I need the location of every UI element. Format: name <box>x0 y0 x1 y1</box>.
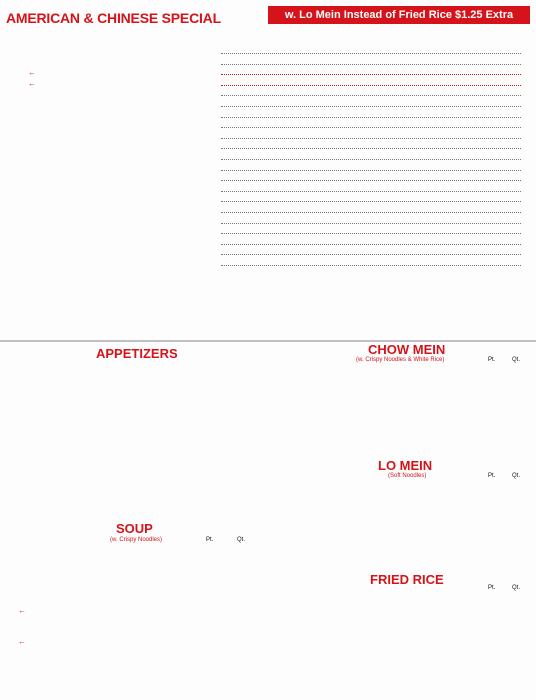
soup-row <box>6 647 276 657</box>
dotted-leader <box>221 164 521 171</box>
arrow-icon: ← <box>18 636 26 646</box>
special-item-row <box>6 68 530 78</box>
side-item-row <box>283 294 533 304</box>
appetizers-row <box>6 492 276 502</box>
dotted-leader <box>221 259 521 266</box>
soup-row <box>6 565 276 575</box>
dotted-leader <box>221 142 521 149</box>
soup-row <box>6 657 276 667</box>
fried-rice-row <box>290 676 534 686</box>
dotted-leader <box>221 206 521 213</box>
special-item-row <box>6 206 530 216</box>
arrow-icon: ← <box>18 605 26 615</box>
appetizers-row <box>6 375 276 385</box>
dotted-leader <box>221 195 521 202</box>
lo-mein-title: LO MEIN <box>378 458 433 473</box>
lo-mein-row <box>290 546 534 556</box>
special-item-row <box>6 79 530 89</box>
lo-mein-qt-header: Qt. <box>512 473 521 479</box>
fried-rice-row <box>290 655 534 665</box>
lo-mein-row <box>290 556 534 566</box>
lo-mein-row <box>290 524 534 534</box>
special-item-row <box>6 174 530 184</box>
arrow-icon: ← <box>28 78 36 88</box>
special-item-row <box>6 248 530 258</box>
special-item-row <box>6 142 530 152</box>
lo-mein-row <box>290 482 534 492</box>
appetizers-row <box>6 428 276 438</box>
special-item-row <box>6 100 530 110</box>
dotted-leader <box>221 185 521 192</box>
appetizers-row <box>6 407 276 417</box>
dotted-leader <box>221 89 521 96</box>
lo-mein-pt-header: Pt. <box>488 473 496 479</box>
special-item-row <box>6 195 530 205</box>
soup-row <box>6 637 276 647</box>
dotted-leader <box>221 217 521 224</box>
appetizers-row <box>6 460 276 470</box>
soup-row <box>6 544 276 554</box>
soup-row <box>6 668 276 678</box>
appetizers-row <box>6 386 276 396</box>
soup-row <box>6 585 276 595</box>
fried-rice-row <box>290 665 534 675</box>
dotted-leader <box>221 121 521 128</box>
chow-mein-title: CHOW MEIN <box>368 342 446 357</box>
special-title: AMERICAN & CHINESE SPECIAL <box>6 10 221 26</box>
chow-mein-row <box>290 440 534 450</box>
lo-mein-row <box>290 514 534 524</box>
fried-rice-row <box>290 644 534 654</box>
dotted-leader <box>221 100 521 107</box>
dotted-leader <box>221 153 521 160</box>
appetizers-row <box>6 354 276 364</box>
appetizers-row <box>6 439 276 449</box>
soup-pt-header: Pt. <box>206 537 214 543</box>
soup-row <box>6 606 276 616</box>
special-item-row <box>6 217 530 227</box>
special-item-row <box>6 121 530 131</box>
appetizers-row <box>6 365 276 375</box>
special-item-row <box>6 89 530 99</box>
fried-rice-title: FRIED RICE <box>370 572 444 587</box>
soup-subtitle: (w. Crispy Noodles) <box>110 537 163 543</box>
soup-qt-header: Qt. <box>237 537 246 543</box>
lo-mein-row <box>290 493 534 503</box>
fried-rice-row <box>290 623 534 633</box>
appetizers-title: APPETIZERS <box>96 346 178 361</box>
dotted-leader <box>221 174 521 181</box>
appetizers-row <box>6 449 276 459</box>
soup-row <box>6 596 276 606</box>
soup-row <box>6 554 276 564</box>
special-item-row <box>6 227 530 237</box>
lo-mein-row <box>290 503 534 513</box>
lo-mein-banner: w. Lo Mein Instead of Fried Rice $1.25 Extra <box>268 6 530 24</box>
chow-mein-row <box>290 419 534 429</box>
special-item-row <box>6 164 530 174</box>
fried-rice-row <box>290 602 534 612</box>
appetizers-row <box>6 471 276 481</box>
arrow-icon: ← <box>28 68 36 78</box>
appetizers-row <box>6 418 276 428</box>
dotted-leader <box>221 47 521 54</box>
dotted-leader <box>221 111 521 118</box>
fried-rice-row <box>290 686 534 696</box>
special-item-row <box>6 58 530 68</box>
soup-row <box>6 575 276 585</box>
dotted-leader <box>221 132 521 139</box>
fried-rice-pt-header: Pt. <box>488 585 496 591</box>
chow-mein-row <box>290 408 534 418</box>
dotted-leader <box>221 58 521 65</box>
lo-mein-subtitle: (Soft Noodles) <box>388 473 427 479</box>
special-item-row <box>6 153 530 163</box>
special-item-row <box>6 185 530 195</box>
side-item-row <box>283 304 533 314</box>
chow-mein-row <box>290 430 534 440</box>
dotted-leader <box>221 238 521 245</box>
dotted-leader <box>221 68 521 75</box>
chow-mein-row <box>290 366 534 376</box>
dotted-leader <box>221 79 521 86</box>
special-item-row <box>6 270 530 280</box>
soup-row <box>6 678 276 688</box>
chow-mein-pt-header: Pt. <box>488 357 496 363</box>
fried-rice-row <box>290 633 534 643</box>
dotted-leader <box>221 227 521 234</box>
fried-rice-row <box>290 591 534 601</box>
soup-row <box>6 626 276 636</box>
chow-mein-qt-header: Qt. <box>512 357 521 363</box>
soup-row <box>6 616 276 626</box>
appetizers-row <box>6 396 276 406</box>
dotted-leader <box>221 248 521 255</box>
chow-mein-subtitle: (w. Crispy Noodles & White Rice) <box>356 357 445 363</box>
special-item-row <box>6 111 530 121</box>
side-item-row <box>283 283 533 293</box>
special-item-row <box>6 132 530 142</box>
section-divider <box>0 340 536 342</box>
chow-mein-row <box>290 387 534 397</box>
lo-mein-row <box>290 535 534 545</box>
fried-rice-qt-header: Qt. <box>512 585 521 591</box>
soup-title: SOUP <box>116 521 153 536</box>
special-item-row <box>6 47 530 57</box>
appetizers-row <box>6 502 276 512</box>
special-item-row <box>6 259 530 269</box>
appetizers-row <box>6 481 276 491</box>
chow-mein-row <box>290 377 534 387</box>
fried-rice-row <box>290 612 534 622</box>
chow-mein-row <box>290 398 534 408</box>
special-item-row <box>6 238 530 248</box>
